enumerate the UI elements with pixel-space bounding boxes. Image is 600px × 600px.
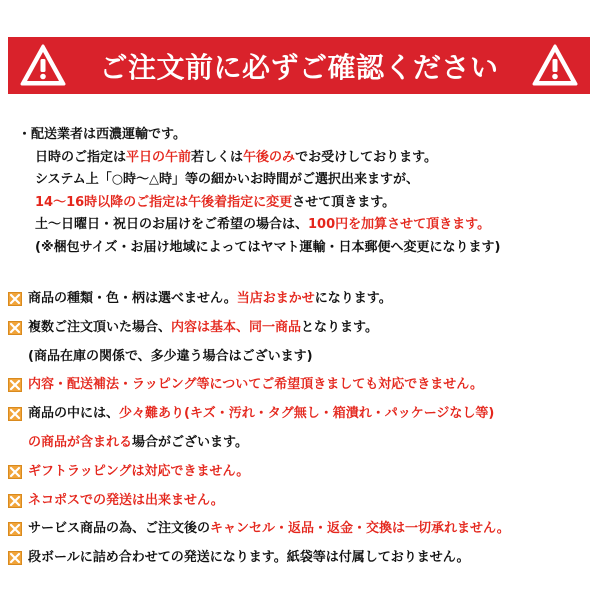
item-part: 場合がございます。 [132, 434, 248, 450]
highlight-text: 平日の午前 [126, 149, 192, 165]
list-item [8, 458, 593, 487]
info-line [18, 237, 593, 260]
item-text [28, 314, 378, 343]
list-item [8, 371, 593, 400]
item-text [28, 343, 313, 372]
highlight-text: キャンセル・返品・返金・交換は一切承れません。 [210, 521, 510, 537]
item-part: となります。 [301, 319, 378, 335]
item-part: 商品の種類・色・柄は選べません。 [28, 291, 237, 306]
item-text [28, 544, 469, 573]
info-text: 配送業者は西濃運輸です。 [31, 127, 186, 142]
info-line [18, 147, 593, 170]
item-part: になります。 [314, 291, 392, 306]
info-text: 日時のご指定は [35, 149, 127, 165]
list-item [8, 285, 593, 314]
info-text: (※梱包サイズ・お届け地域によってはヤマト運輸・日本郵便へ変更になります) [35, 239, 501, 255]
x-mark-icon [8, 321, 22, 335]
item-part: 複数ご注文頂いた場合、 [28, 319, 172, 335]
info-text: システム上「○時～△時」等の細かいお時間がご選択出来ますが、 [35, 172, 420, 187]
highlight-text: 少々難あり(キズ・汚れ・タグ無し・箱潰れ・パッケージなし等) [119, 406, 495, 422]
highlight-text: ネコポスでの発送は出来ません。 [28, 492, 224, 508]
highlight-text: 内容は基本、同一商品 [171, 319, 302, 335]
item-text [28, 515, 510, 544]
bullet: ・ [18, 127, 32, 142]
list-item [8, 429, 593, 458]
info-line [18, 169, 593, 192]
shipping-info [18, 124, 593, 259]
info-line [18, 124, 593, 147]
banner-title: ご注文前に必ずご確認ください [99, 50, 499, 84]
item-text [28, 400, 494, 429]
x-mark-icon [8, 494, 22, 508]
info-text: 若しくは [191, 149, 244, 165]
x-mark-icon [8, 551, 22, 565]
highlight-text: の商品が含まれる [28, 434, 133, 450]
list-item [8, 400, 593, 429]
info-text: 土～日曜日・祝日のお届けをご希望の場合は、 [35, 217, 309, 232]
highlight-text: 100円を加算させて頂きます。 [308, 217, 491, 232]
list-item [8, 314, 593, 343]
list-item [8, 487, 593, 516]
info-text: でお受けしております。 [295, 149, 438, 165]
highlight-text: 対応できません。 [378, 377, 484, 393]
x-mark-icon [8, 407, 22, 421]
x-mark-icon [8, 465, 22, 479]
item-text [28, 487, 224, 516]
list-item [8, 343, 593, 372]
info-line [18, 214, 593, 237]
x-mark-icon [8, 522, 22, 536]
warning-triangle-icon [532, 43, 578, 87]
item-text [28, 458, 249, 487]
x-mark-icon [8, 378, 22, 392]
highlight-text: 内容・配送補法・ラッピング等についてご希望頂きましても [28, 377, 379, 393]
item-part: サービス商品の為、ご注文後の [28, 521, 211, 537]
list-item [8, 515, 593, 544]
list-item [8, 544, 593, 573]
item-part: 商品の中には、 [28, 406, 120, 422]
notice-list [8, 285, 593, 573]
item-part: (商品在庫の関係で、多少違う場合はございます) [28, 348, 313, 364]
info-text: させて頂きます。 [292, 194, 396, 210]
item-text [28, 429, 248, 458]
highlight-text: 当店おまかせ [236, 291, 315, 306]
warning-triangle-icon [20, 43, 66, 87]
highlight-text: ギフトラッピングは対応できません。 [28, 463, 250, 479]
highlight-text: 14～16時以降のご指定は午後着指定に変更 [35, 194, 293, 210]
item-part: 段ボールに詰め合わせての発送になります。紙袋等は付属しておりません。 [28, 550, 470, 566]
item-text [28, 371, 483, 400]
info-line [18, 192, 593, 215]
highlight-text: 午後のみ [243, 149, 296, 165]
item-text [28, 285, 392, 314]
warning-banner [8, 37, 590, 94]
x-mark-icon [8, 292, 22, 306]
